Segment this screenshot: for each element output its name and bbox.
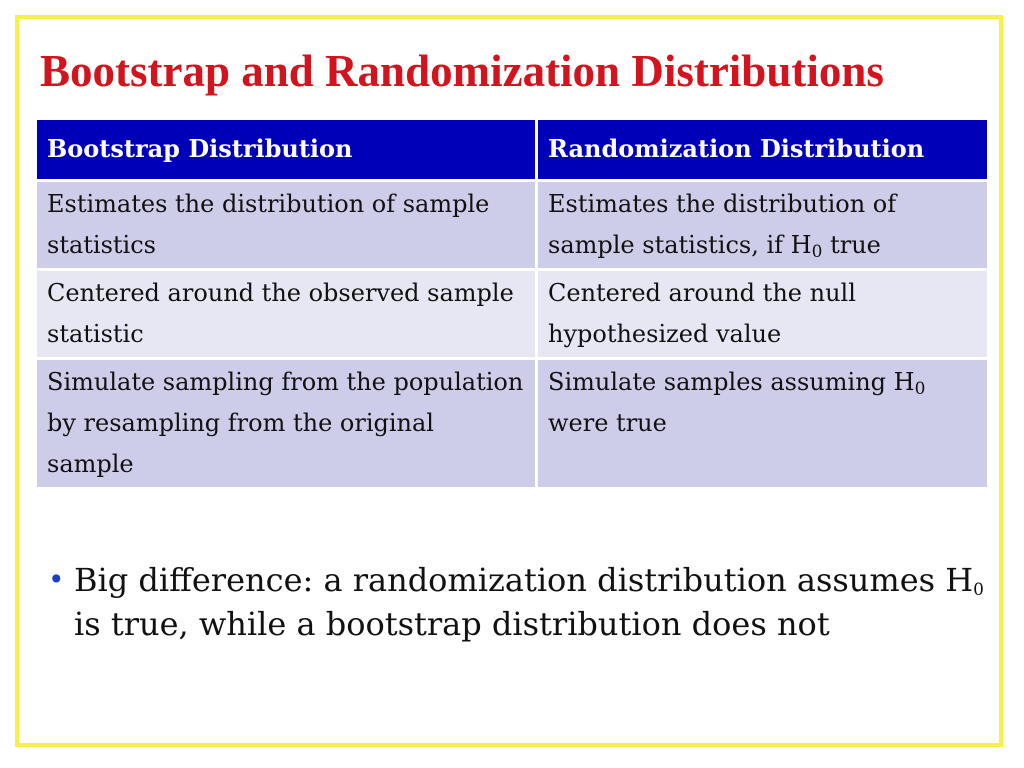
cell-randomization bbox=[537, 181, 989, 270]
cell-randomization bbox=[537, 270, 989, 359]
table-row bbox=[36, 270, 989, 359]
bullet-item bbox=[48, 558, 988, 646]
cell-text: Simulate samples assuming H bbox=[548, 368, 915, 396]
bullet-text-part: is true, while a bootstrap distribution does not bbox=[74, 605, 830, 643]
bullet-list bbox=[48, 558, 988, 646]
slide-title: Bootstrap and Randomization Distributions bbox=[40, 46, 884, 96]
subscript: 0 bbox=[914, 379, 926, 399]
table-header-row bbox=[36, 119, 989, 181]
cell-text: Centered around the null hypothesized value bbox=[548, 279, 856, 348]
cell-text: true bbox=[822, 231, 881, 259]
cell-text: were true bbox=[548, 409, 667, 437]
header-bootstrap: Bootstrap Distribution bbox=[36, 119, 537, 181]
bullet-text bbox=[74, 558, 988, 646]
subscript: 0 bbox=[973, 580, 984, 600]
cell-bootstrap: Centered around the observed sample statistic bbox=[36, 270, 537, 359]
cell-randomization bbox=[537, 359, 989, 489]
bullet-text-part: Big difference: a randomization distribution assumes H bbox=[74, 561, 974, 599]
cell-text: Estimates the distribution of sample statistics, if H bbox=[548, 190, 897, 259]
cell-bootstrap: Estimates the distribution of sample statistics bbox=[36, 181, 537, 270]
bullet-icon: • bbox=[48, 563, 65, 596]
table-row bbox=[36, 359, 989, 489]
table-row bbox=[36, 181, 989, 270]
cell-bootstrap: Simulate sampling from the population by resampling from the original sample bbox=[36, 359, 537, 489]
header-randomization: Randomization Distribution bbox=[537, 119, 989, 181]
comparison-table bbox=[34, 117, 990, 490]
subscript: 0 bbox=[811, 242, 823, 262]
